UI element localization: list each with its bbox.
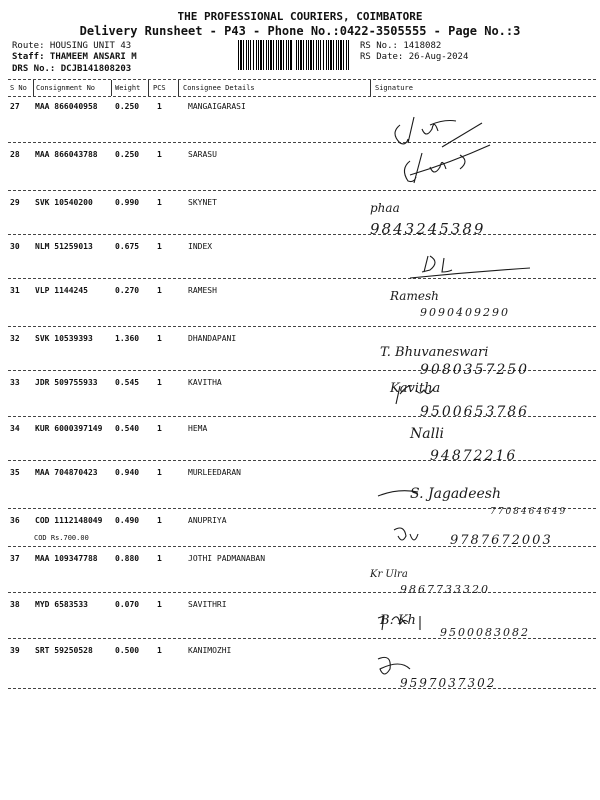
svg-text:9090409290: 9090409290	[420, 306, 510, 319]
column-divider	[148, 80, 149, 96]
svg-text:9597037302: 9597037302	[400, 676, 497, 690]
rs-no-label: RS No.: 1418082	[360, 41, 442, 51]
col-header-weight: Weight	[115, 84, 141, 92]
svg-text:T. Bhuvaneswari: T. Bhuvaneswari	[380, 345, 489, 360]
cell-weight: 0.250	[115, 150, 140, 159]
staff-label: Staff: THAMEEM ANSARI M	[12, 52, 137, 62]
svg-text:Nalli: Nalli	[410, 426, 445, 442]
company-title: THE PROFESSIONAL COURIERS, COIMBATORE	[177, 10, 423, 23]
svg-text:B. Kh: B. Kh	[380, 613, 416, 628]
cell-consignee: INDEX	[188, 242, 213, 251]
cell-consignment-no: MYD 6583533	[35, 600, 88, 609]
svg-text:Kr Ulra: Kr Ulra	[370, 569, 408, 580]
cod-amount: COD Rs.700.00	[34, 534, 89, 542]
cell-consignee: MURLEEDARAN	[188, 468, 241, 477]
cell-weight: 0.540	[115, 424, 140, 433]
cell-consignment-no: MAA 704870423	[35, 468, 98, 477]
cell-consignee: RAMESH	[188, 286, 217, 295]
cell-pcs: 1	[157, 150, 162, 159]
header-top-divider	[8, 79, 596, 80]
svg-text:9867733320: 9867733320	[400, 583, 490, 596]
cell-pcs: 1	[157, 468, 162, 477]
cell-consignee: MANGAIGARASI	[188, 102, 246, 111]
drs-label: DRS No.: DCJB141808203	[12, 64, 132, 74]
cell-pcs: 1	[157, 554, 162, 563]
cell-consignment-no: MAA 109347788	[35, 554, 98, 563]
cell-consignment-no: MAA 866043788	[35, 150, 98, 159]
svg-text:phaa: phaa	[370, 201, 400, 215]
cell-weight: 0.990	[115, 198, 140, 207]
svg-text:9843245389: 9843245389	[370, 220, 486, 238]
column-divider	[33, 80, 34, 96]
cell-weight: 0.675	[115, 242, 140, 251]
cell-weight: 0.880	[115, 554, 140, 563]
cell-consignment-no: COD 1112148049	[35, 516, 103, 525]
cell-sno: 34	[10, 424, 20, 433]
svg-text:S. Jagadeesh: S. Jagadeesh	[410, 486, 501, 502]
cell-weight: 0.070	[115, 600, 140, 609]
col-header-consignee: Consignee Details	[183, 84, 255, 92]
cell-weight: 0.500	[115, 646, 140, 655]
cell-consignee: DHANDAPANI	[188, 334, 237, 343]
cell-sno: 29	[10, 198, 20, 207]
cell-consignee: HEMA	[188, 424, 208, 433]
cell-consignment-no: JDR 509755933	[35, 378, 98, 387]
cell-sno: 27	[10, 102, 20, 111]
svg-text:94872216: 94872216	[430, 448, 518, 464]
cell-consignee: KAVITHA	[188, 378, 222, 387]
rs-date-label: RS Date: 26-Aug-2024	[360, 52, 469, 62]
cell-sno: 33	[10, 378, 20, 387]
cell-consignment-no: SRT 59250528	[35, 646, 93, 655]
svg-text:Ramesh: Ramesh	[390, 289, 439, 303]
svg-text:9500653786: 9500653786	[420, 404, 530, 420]
handwritten-signature	[370, 645, 600, 705]
cell-sno: 30	[10, 242, 20, 251]
cell-consignee: SAVITHRI	[188, 600, 227, 609]
cell-weight: 0.490	[115, 516, 140, 525]
col-header-signature: Signature	[375, 84, 413, 92]
cell-sno: 32	[10, 334, 20, 343]
cell-sno: 36	[10, 516, 20, 525]
cell-pcs: 1	[157, 600, 162, 609]
cell-pcs: 1	[157, 378, 162, 387]
cell-weight: 0.270	[115, 286, 140, 295]
cell-pcs: 1	[157, 646, 162, 655]
cell-sno: 35	[10, 468, 20, 477]
cell-sno: 38	[10, 600, 20, 609]
cell-weight: 0.545	[115, 378, 140, 387]
cell-consignee: SARASU	[188, 150, 217, 159]
cell-pcs: 1	[157, 334, 162, 343]
column-divider	[370, 80, 371, 96]
col-header-consignment: Consignment No	[36, 84, 96, 92]
cell-consignment-no: MAA 866040958	[35, 102, 98, 111]
cell-pcs: 1	[157, 242, 162, 251]
cell-pcs: 1	[157, 198, 162, 207]
cell-consignment-no: SVK 10540200	[35, 198, 93, 207]
cell-pcs: 1	[157, 424, 162, 433]
cell-sno: 37	[10, 554, 20, 563]
cell-weight: 0.940	[115, 468, 140, 477]
cell-consignment-no: VLP 1144245	[35, 286, 88, 295]
cell-sno: 31	[10, 286, 20, 295]
cell-weight: 1.360	[115, 334, 140, 343]
cell-consignment-no: NLM 51259013	[35, 242, 93, 251]
barcode	[238, 40, 350, 70]
cell-pcs: 1	[157, 102, 162, 111]
cell-pcs: 1	[157, 286, 162, 295]
svg-text:9080357250: 9080357250	[420, 362, 530, 378]
route-label: Route: HOUSING UNIT 43	[12, 41, 132, 51]
column-divider	[178, 80, 179, 96]
column-divider	[111, 80, 112, 96]
svg-text:7708464649: 7708464649	[490, 507, 568, 517]
cell-consignee: SKYNET	[188, 198, 217, 207]
runsheet-title: Delivery Runsheet - P43 - Phone No.:0422-3505555 - Page No.:3	[79, 24, 521, 38]
cell-consignee: KANIMOZHI	[188, 646, 232, 655]
svg-text:Kavitha: Kavitha	[390, 381, 441, 396]
cell-consignment-no: SVK 10539393	[35, 334, 93, 343]
cell-sno: 28	[10, 150, 20, 159]
cell-weight: 0.250	[115, 102, 140, 111]
col-header-sno: S No	[10, 84, 27, 92]
cell-consignment-no: KUR 6000397149	[35, 424, 103, 433]
cell-consignee: JOTHI PADMANABAN	[188, 554, 266, 563]
svg-text:9787672003: 9787672003	[450, 533, 553, 548]
cell-pcs: 1	[157, 516, 162, 525]
cell-sno: 39	[10, 646, 20, 655]
cell-consignee: ANUPRIYA	[188, 516, 227, 525]
svg-text:9500083082: 9500083082	[440, 626, 530, 639]
col-header-pcs: PCS	[153, 84, 166, 92]
